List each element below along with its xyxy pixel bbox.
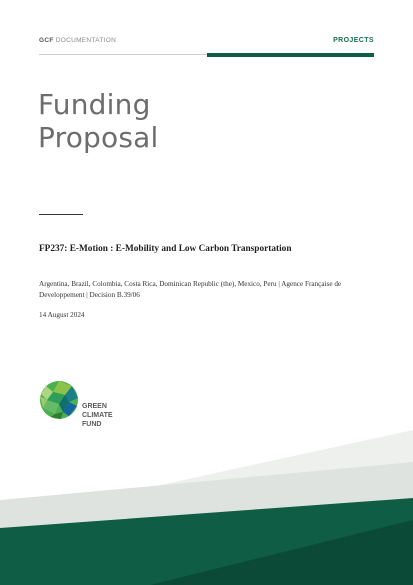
header-doc-label <box>39 37 116 44</box>
title-line-1: Funding <box>38 88 151 121</box>
logo-line-1: GREEN <box>82 403 107 410</box>
logo-line-3: FUND <box>82 421 102 428</box>
logo-line-2: CLIMATE <box>82 412 113 419</box>
page-title <box>38 88 158 154</box>
header-category: PROJECTS <box>333 37 374 44</box>
gcf-globe-icon <box>39 380 79 420</box>
project-countries: Argentina, Brazil, Colombia, Costa Rica, Dominican Republic (the), Mexico, Peru | Agence Française de Developpement | Decision B.39/06 <box>39 280 342 299</box>
gcf-logo-text <box>82 402 113 429</box>
project-title: FP237: E-Motion : E-Mobility and Low Carbon Transportation <box>39 244 292 254</box>
title-line-2: Proposal <box>38 121 159 154</box>
title-rule <box>39 214 83 215</box>
header-section: DOCUMENTATION <box>55 37 117 44</box>
header-org: GCF <box>39 37 54 44</box>
header-accent-bar <box>207 53 374 57</box>
project-date: 14 August 2024 <box>39 311 85 319</box>
